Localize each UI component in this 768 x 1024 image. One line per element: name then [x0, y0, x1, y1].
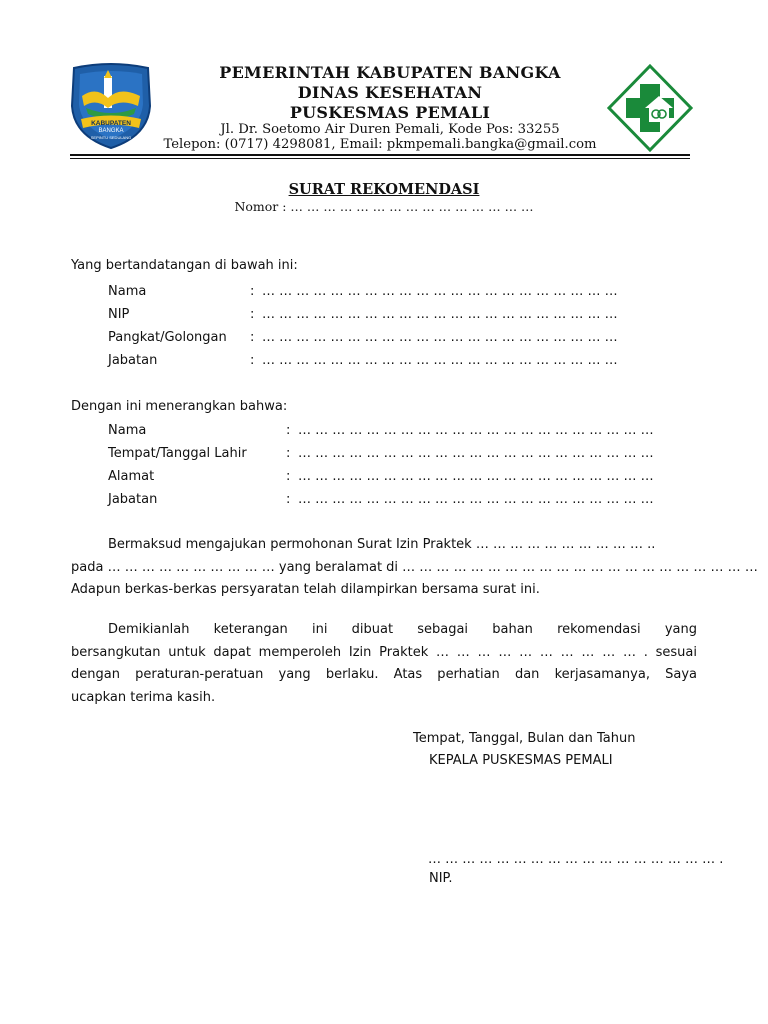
section-b-value-alamat: … … … … … … … … … … … … … … … … … … … … … [298, 469, 654, 484]
paragraph-closing-line-3: dengan peraturan-peratuan yang berlaku. Atas perhatian dan kerjasamanya, Saya [71, 667, 697, 683]
letterhead-department: DINAS KESEHATAN [297, 83, 483, 102]
paragraph-request-line-2: pada … … … … … … … … … … yang beralamat di … … … … … … … … … … … … … … … … … … … … … [71, 559, 758, 575]
section-a-value-nama: … … … … … … … … … … … … … … … … … … … … … [262, 284, 618, 299]
section-a-colon: : [250, 284, 255, 299]
section-b-colon: : [286, 492, 291, 507]
section-b-colon: : [286, 446, 291, 461]
section-b-colon: : [286, 469, 291, 484]
puskesmas-cross-logo-icon [607, 64, 693, 152]
section-a-label-nama: Nama [108, 284, 147, 299]
section-b-value-ttl: … … … … … … … … … … … … … … … … … … … … … [298, 446, 654, 461]
section-a-colon: : [250, 307, 255, 322]
section-a-label-nip: NIP [108, 307, 130, 322]
section-b-colon: : [286, 423, 291, 438]
letterhead-government: PEMERINTAH KABUPATEN BANGKA [219, 63, 561, 82]
section-b-value-nama: … … … … … … … … … … … … … … … … … … … … … [298, 423, 654, 438]
signature-position: KEPALA PUSKESMAS PEMALI [429, 753, 613, 768]
section-b-intro: Dengan ini menerangkan bahwa: [71, 399, 288, 414]
paragraph-request-line-1: Bermaksud mengajukan permohonan Surat Izin Praktek … … … … … … … … … … .. [108, 537, 656, 552]
paragraph-closing [71, 619, 697, 710]
signature-nip: NIP. [429, 871, 453, 886]
section-b-label-nama: Nama [108, 423, 147, 438]
section-a-label-pangkat: Pangkat/Golongan [108, 330, 227, 345]
document-number: Nomor : … … … … … … … … … … … … … … … [234, 199, 534, 214]
signature-place-date: Tempat, Tanggal, Bulan dan Tahun [413, 731, 636, 746]
section-a-label-jabatan: Jabatan [108, 353, 158, 368]
letterhead-rule-thin [70, 158, 690, 159]
paragraph-closing-line-4: ucapkan terima kasih. [71, 690, 216, 706]
paragraph-request [71, 534, 758, 602]
letterhead-contact: Telepon: (0717) 4298081, Email: pkmpemali.bangka@gmail.com [163, 137, 597, 152]
section-b-label-jabatan: Jabatan [108, 492, 158, 507]
letterhead-rule-thick [70, 154, 690, 156]
emblem-text-kabupaten: KABUPATEN [91, 120, 131, 127]
section-b-label-ttl: Tempat/Tanggal Lahir [108, 446, 247, 461]
section-a-value-jabatan: … … … … … … … … … … … … … … … … … … … … … [262, 353, 618, 368]
emblem-text-bangka: BANGKA [98, 128, 124, 134]
section-a-colon: : [250, 353, 255, 368]
letterhead-address: Jl. Dr. Soetomo Air Duren Pemali, Kode Pos: 33255 [220, 122, 560, 137]
section-a-value-nip: … … … … … … … … … … … … … … … … … … … … … [262, 307, 618, 322]
paragraph-closing-line-2: bersangkutan untuk dapat memperoleh Izin Praktek … … … … … … … … … … . sesuai [71, 644, 697, 660]
puskesmas-logo [607, 64, 693, 152]
section-b-value-jabatan: … … … … … … … … … … … … … … … … … … … … … [298, 492, 654, 507]
document-title [200, 181, 568, 198]
signature-name-line: … … … … … … … … … … … … … … … … … . [428, 852, 724, 867]
section-b-label-alamat: Alamat [108, 469, 155, 484]
paragraph-closing-line-1: Demikianlah keterangan ini dibuat sebagai bahan rekomendasi yang [108, 622, 697, 637]
emblem-motto: SEPINTU SEDULANG [90, 135, 132, 140]
section-a-colon: : [250, 330, 255, 345]
section-a-value-pangkat: … … … … … … … … … … … … … … … … … … … … … [262, 330, 618, 345]
letterhead-institution: PUSKESMAS PEMALI [289, 103, 491, 122]
document-title-text: SURAT REKOMENDASI [288, 181, 480, 198]
section-a-intro: Yang bertandatangan di bawah ini: [71, 258, 298, 273]
paragraph-request-line-3: Adapun berkas-berkas persyaratan telah dilampirkan bersama surat ini. [71, 582, 540, 598]
